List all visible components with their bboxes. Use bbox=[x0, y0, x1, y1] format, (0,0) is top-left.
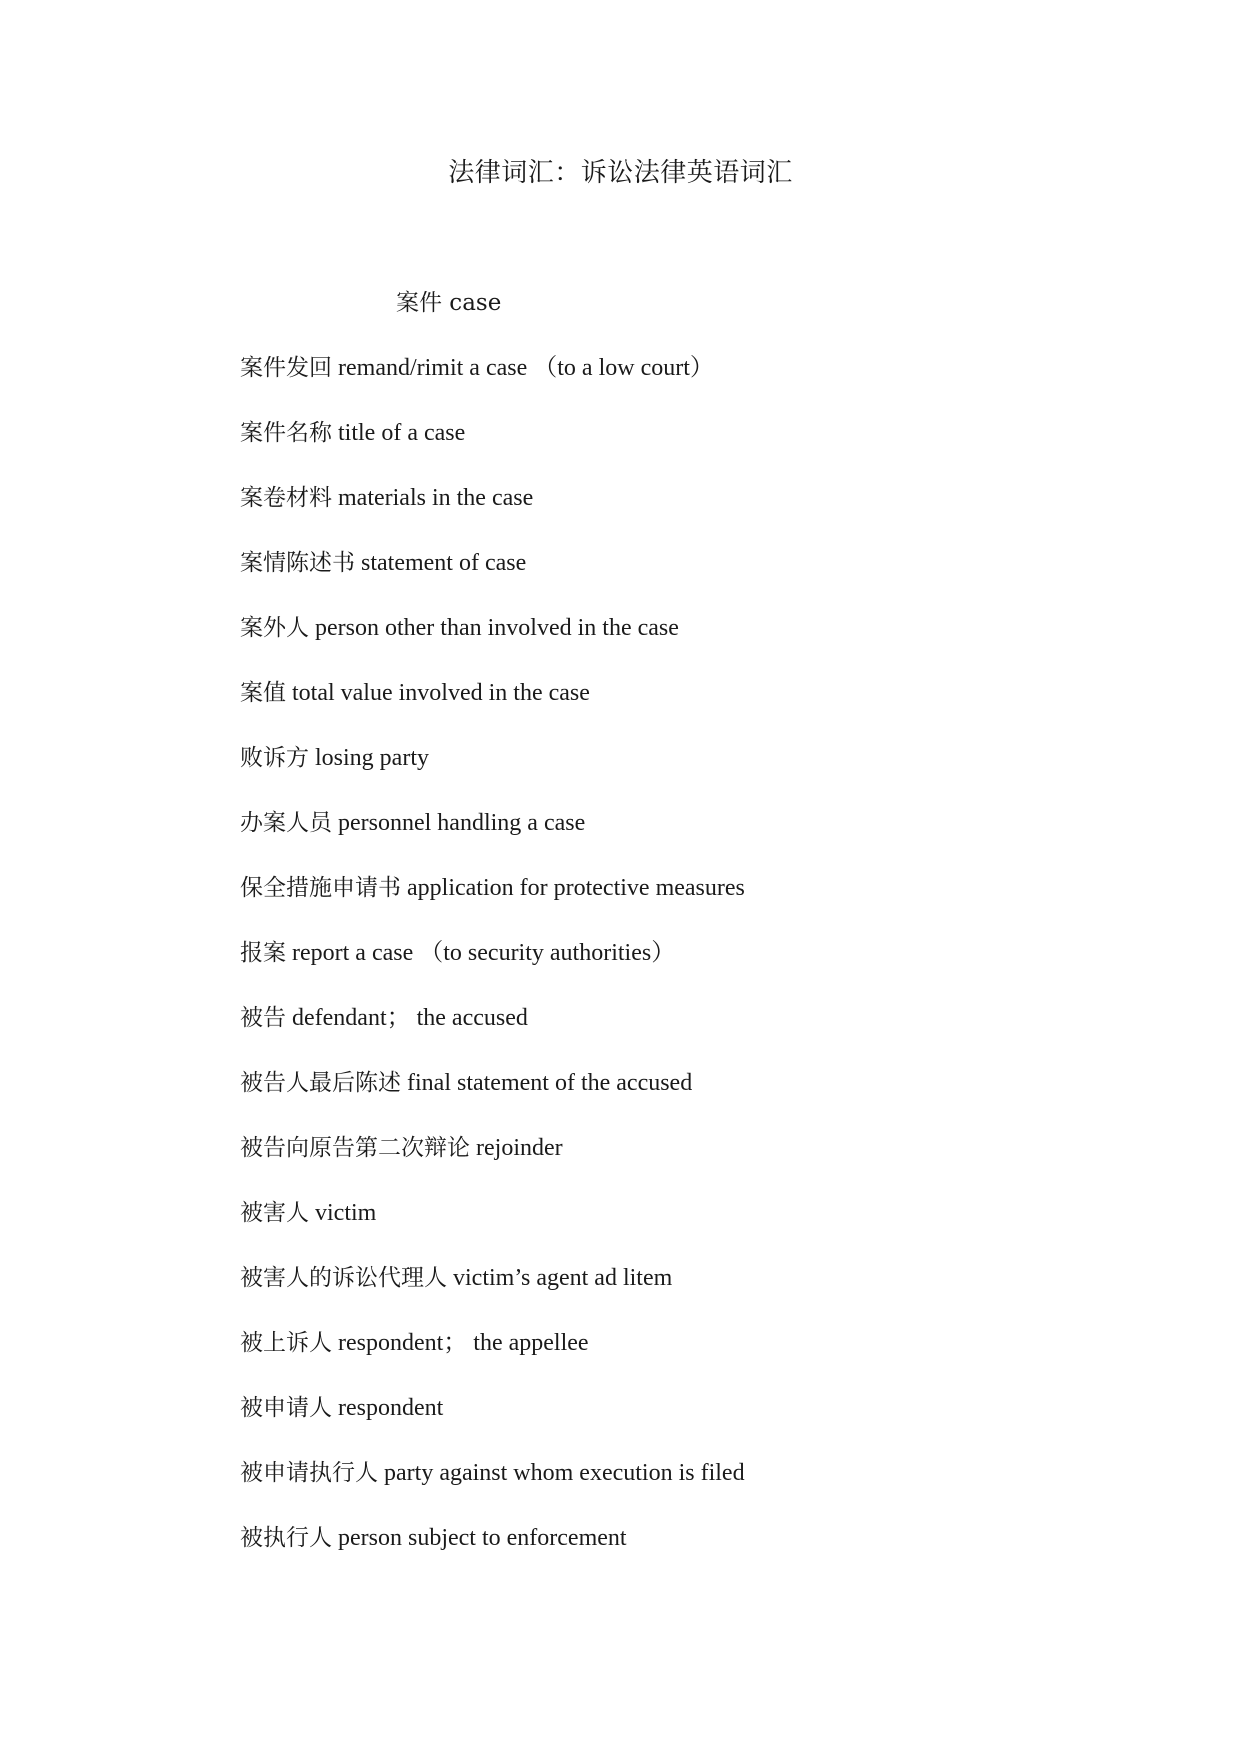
glossary-entry bbox=[240, 1193, 745, 1258]
entry-chinese-term: 案情陈述书 bbox=[240, 550, 355, 576]
entry-english-term: personnel handling a case bbox=[338, 810, 586, 836]
entry-english-term: losing party bbox=[315, 745, 429, 771]
entry-english-term: materials in the case bbox=[338, 485, 534, 511]
entry-chinese-term: 案件发回 bbox=[240, 355, 332, 381]
entry-chinese-term: 败诉方 bbox=[240, 745, 309, 771]
entry-english-term: person other than involved in the case bbox=[315, 615, 679, 641]
entry-chinese-term: 办案人员 bbox=[240, 810, 332, 836]
glossary-entry bbox=[240, 868, 745, 933]
entry-english-term: person subject to enforcement bbox=[338, 1525, 627, 1551]
glossary-entry bbox=[240, 608, 745, 673]
entry-chinese-term: 被申请人 bbox=[240, 1395, 332, 1421]
entry-english-term: rejoinder bbox=[476, 1135, 563, 1161]
glossary-entry bbox=[240, 673, 745, 738]
glossary-entry bbox=[240, 1063, 745, 1128]
glossary-entry bbox=[240, 933, 745, 998]
glossary-entry bbox=[240, 543, 745, 608]
document-title: 法律词汇：诉讼法律英语词汇 bbox=[448, 158, 793, 188]
glossary-entry bbox=[240, 1258, 745, 1323]
glossary-entry bbox=[240, 803, 745, 868]
entry-chinese-term: 被执行人 bbox=[240, 1525, 332, 1551]
entry-chinese-term: 被告向原告第二次辩论 bbox=[240, 1135, 470, 1161]
entry-chinese-term: 被害人 bbox=[240, 1200, 309, 1226]
entry-english-term: statement of case bbox=[361, 550, 527, 576]
entry-chinese-term: 案值 bbox=[240, 680, 286, 706]
glossary-entry bbox=[240, 998, 745, 1063]
entry-english-term: application for protective measures bbox=[407, 875, 745, 901]
entry-english-term: remand/rimit a case （to a low court） bbox=[338, 355, 714, 381]
glossary-entry bbox=[240, 1128, 745, 1193]
glossary-list bbox=[240, 348, 745, 1583]
glossary-entry bbox=[240, 1323, 745, 1388]
entry-english-term: title of a case bbox=[338, 420, 466, 446]
entry-english-term: total value involved in the case bbox=[292, 680, 590, 706]
glossary-entry bbox=[240, 413, 745, 478]
entry-chinese-term: 被害人的诉讼代理人 bbox=[240, 1265, 447, 1291]
glossary-entry bbox=[240, 1388, 745, 1453]
entry-chinese-term: 报案 bbox=[240, 940, 286, 966]
glossary-entry bbox=[240, 348, 745, 413]
entry-chinese-term: 被告 bbox=[240, 1005, 286, 1031]
entry-english-term: final statement of the accused bbox=[407, 1070, 693, 1096]
glossary-entry bbox=[240, 478, 745, 543]
entry-chinese-term: 保全措施申请书 bbox=[240, 875, 401, 901]
entry-english-term: respondent bbox=[338, 1395, 444, 1421]
entry-chinese-term: 被上诉人 bbox=[240, 1330, 332, 1356]
glossary-entry bbox=[240, 1453, 745, 1518]
glossary-entry bbox=[240, 1518, 745, 1583]
section-heading: 案件 case bbox=[396, 290, 502, 316]
entry-chinese-term: 案卷材料 bbox=[240, 485, 332, 511]
entry-chinese-term: 案外人 bbox=[240, 615, 309, 641]
entry-chinese-term: 被申请执行人 bbox=[240, 1460, 378, 1486]
entry-english-term: defendant； the accused bbox=[292, 1005, 528, 1031]
entry-english-term: victim’s agent ad litem bbox=[453, 1265, 673, 1291]
entry-english-term: report a case （to security authorities） bbox=[292, 940, 676, 966]
entry-english-term: party against whom execution is filed bbox=[384, 1460, 745, 1486]
glossary-entry bbox=[240, 738, 745, 803]
entry-english-term: respondent； the appellee bbox=[338, 1330, 589, 1356]
entry-chinese-term: 案件名称 bbox=[240, 420, 332, 446]
entry-chinese-term: 被告人最后陈述 bbox=[240, 1070, 401, 1096]
entry-english-term: victim bbox=[315, 1200, 377, 1226]
